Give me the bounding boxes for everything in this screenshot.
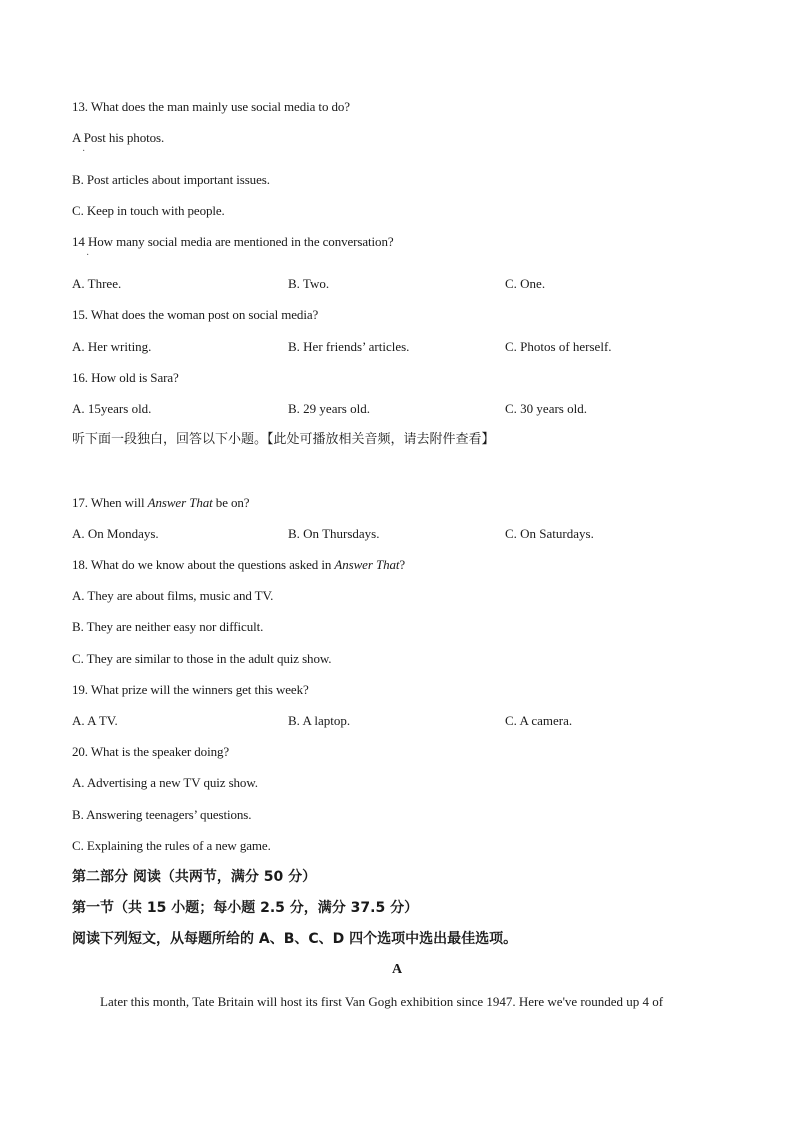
q18-text-suffix: ? [399,557,406,572]
q19-options [72,713,732,729]
q14-option-a: A. Three. [72,276,122,291]
q20-option-c: C. Explaining the rules of a new game. [72,838,271,853]
q13-option-a: A Post his photos. [72,130,165,145]
stray-dot-mark: · [82,146,86,157]
q17-option-b: B. On Thursdays. [288,526,380,541]
passage-first-line: Later this month, Tate Britain will host its first Van Gogh exhibition since 1947. Here we've rounded up 4 of [100,994,664,1009]
q15-option-a: A. Her writing. [72,339,152,354]
reading-instruction: 阅读下列短文，从每题所给的 A、B、C、D 四个选项中选出最佳选项。 [72,931,518,947]
q15-options [72,339,732,355]
q17-options [72,526,732,542]
q18-option-a: A. They are about films, music and TV. [72,588,274,603]
show-title: Answer That [334,557,400,572]
q18-option-b: B. They are neither easy nor difficult. [72,619,264,634]
q17-option-c: C. On Saturdays. [505,526,594,541]
q14-option-b: B. Two. [288,276,330,291]
section1-heading: 第一节（共 15 小题；每小题 2.5 分，满分 37.5 分） [72,900,419,916]
q16-options [72,401,732,417]
q19-option-c: C. A camera. [505,713,573,728]
question-14: 14 How many social media are mentioned in the conversation? [72,234,394,249]
show-title: Answer That [147,495,213,510]
q20-option-a: A. Advertising a new TV quiz show. [72,775,258,790]
question-17 [72,495,249,511]
monologue-instruction: 听下面一段独白，回答以下小题。【此处可播放相关音频，请去附件查看】 [72,432,495,447]
q15-option-c: C. Photos of herself. [505,339,612,354]
q19-option-b: B. A laptop. [288,713,351,728]
question-18 [72,557,405,573]
passage-label: A [391,962,403,977]
q18-text-prefix: 18. What do we know about the questions asked in [72,557,335,572]
part2-heading: 第二部分 阅读（共两节，满分 50 分） [72,869,317,885]
q16-option-c: C. 30 years old. [505,401,587,416]
q20-option-b: B. Answering teenagers’ questions. [72,807,252,822]
q19-option-a: A. A TV. [72,713,118,728]
stray-dot-mark: · [86,250,90,261]
question-20: 20. What is the speaker doing? [72,744,230,759]
q15-option-b: B. Her friends’ articles. [288,339,410,354]
q14-option-c: C. One. [505,276,546,291]
q13-option-b: B. Post articles about important issues. [72,172,270,187]
q13-option-c: C. Keep in touch with people. [72,203,225,218]
question-15: 15. What does the woman post on social media? [72,307,319,322]
q17-text-suffix: be on? [212,495,250,510]
q16-option-b: B. 29 years old. [288,401,370,416]
q17-option-a: A. On Mondays. [72,526,159,541]
q17-text-prefix: 17. When will [72,495,148,510]
question-16: 16. How old is Sara? [72,370,179,385]
q14-options [72,276,732,292]
q18-option-c: C. They are similar to those in the adult quiz show. [72,651,332,666]
question-13: 13. What does the man mainly use social media to do? [72,99,350,114]
question-19: 19. What prize will the winners get this week? [72,682,309,697]
q16-option-a: A. 15years old. [72,401,152,416]
